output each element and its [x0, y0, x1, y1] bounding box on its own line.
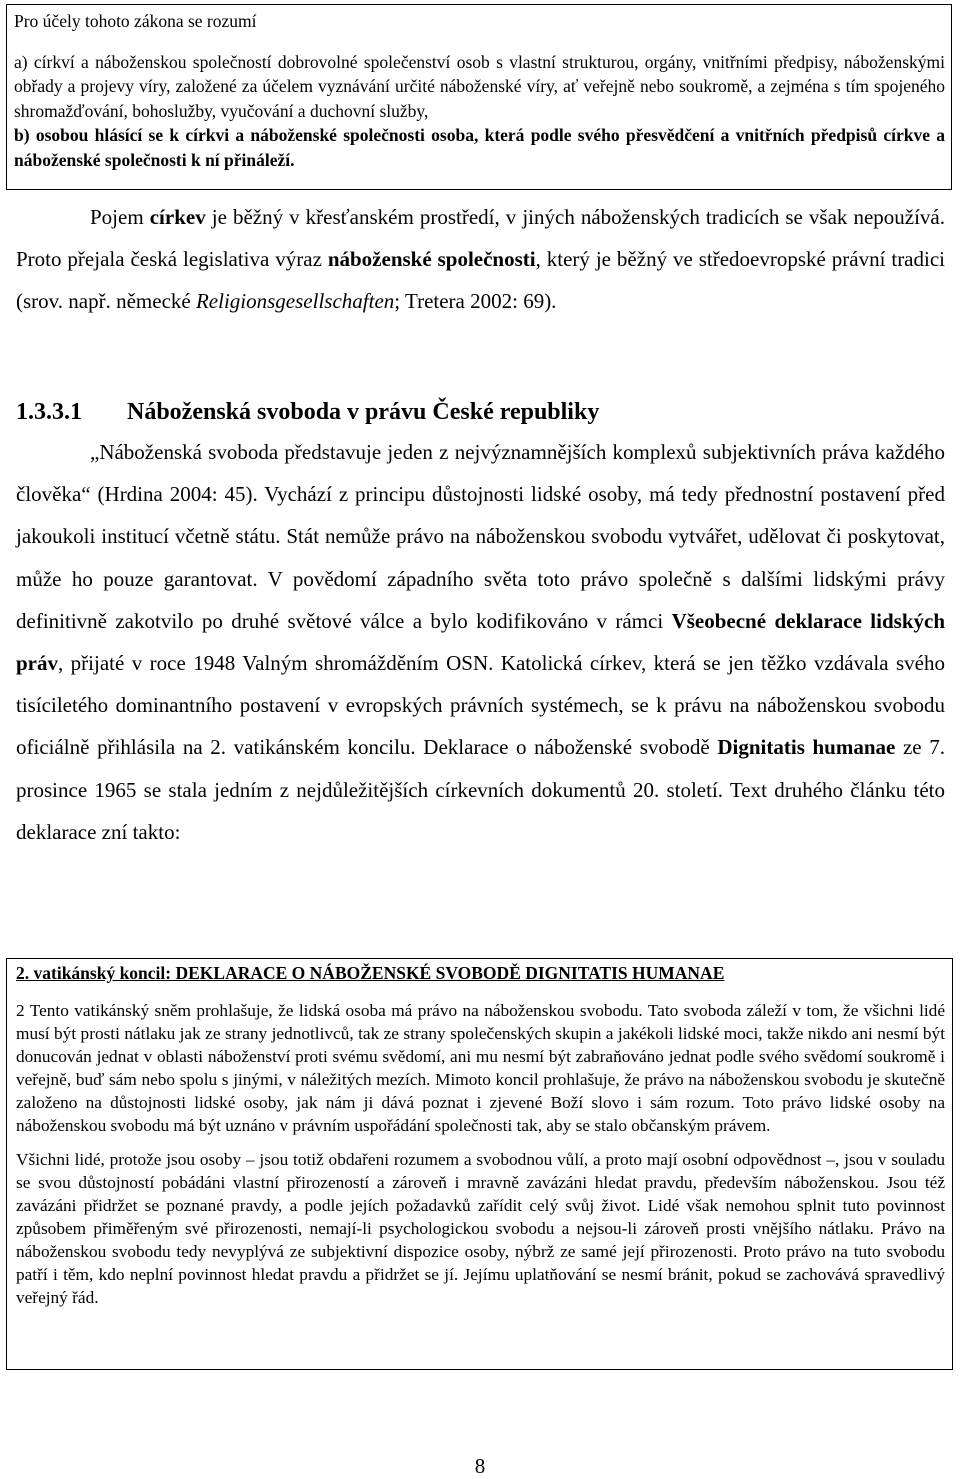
- term-religionsgesellschaften: Religionsgesellschaften: [195, 289, 395, 314]
- page-number: 8: [474, 1454, 486, 1478]
- term-vseobecna-deklarace: Všeobecné deklarace lidských práv: [16, 608, 946, 676]
- paragraph-church-term: Pojem církev je běžný v křesťanském prostředí, v jiných náboženských tradicích se však nepoužívá. Proto přejala česká legislativa výraz náboženské společnosti, který je běžný ve středoevropské právní tradici (srov. např. německé Religionsgesellschaften; Tretera 2002: 69).: [16, 205, 945, 314]
- declaration-paragraph-1: 2 Tento vatikánský sněm prohlašuje, že lidská osoba má právo na náboženskou svobodu. Tato svoboda záleží v tom, že všichni lidé musí být prosti nátlaku jak ze strany jednotlivců, tak ze strany společenských skupin a jakékoli lidské moci, takže nikdo ani nesmí být donucován jednat v oblasti náboženství proti svému svědomí, ani mu nesmí být zabraňováno jednat podle svého svědomí soukromě i veřejně, buď sám nebo spolu s jinými, v náležitých mezích. Mimoto koncil prohlašuje, že právo na náboženskou svobodu je skutečně založeno na důstojnosti lidské osoby, jak nám ji dává poznat i zjevené Boží slovo i sám rozum. Toto právo lidské osoby na náboženskou svobodu má být uznáno v právním uspořádání společnosti tak, aby se stalo občanským právem.: [16, 1001, 945, 1135]
- definitions-box: [6, 4, 952, 190]
- declaration-paragraph-2: Všichni lidé, protože jsou osoby – jsou totiž obdařeni rozumem a svobodnou vůlí, a proto mají osobní odpovědnost –, jsou v souladu se svou důstojností pobádáni vlastní přirozeností a zároveň i mravně zavázáni hledat pravdu, především náboženskou. Jsou též zavázáni přidržet se poznané pravdy, a podle jejích požadavků zařídit celý svůj život. Lidé však nemohou splnit tuto povinnost způsobem přiměřeným své přirozenosti, nemají-li psychologickou svobodu a nejsou-li zároveň prosti vnějšího nátlaku. Právo na náboženskou svobodu tedy nevyplývá ze subjektivní dispozice osoby, nýbrž ze samé její přirozenosti. Proto právo na tuto svobodu patří i těm, kdo neplní povinnost hledat pravdu a přidržet se jí. Jejímu uplatňování se nesmí bránit, pokud se zachovává spravedlivý veřejný řád.: [16, 1150, 945, 1307]
- declaration-title: 2. vatikánský koncil: DEKLARACE O NÁBOŽENSKÉ SVOBODĚ DIGNITATIS HUMANAE: [16, 963, 725, 983]
- section-title: Náboženská svoboda v právu České republiky: [127, 399, 600, 425]
- definition-item-a: a) církví a náboženskou společností dobrovolné společenství osob s vlastní strukturou, orgány, vnitřními předpisy, náboženskými obřady a projevy víry, založené za účelem vyznávání určité náboženské víry, ať veřejně nebo soukromě, a zejména s tím spojeného shromažďování, bohoslužby, vyučování a duchovní služby,: [14, 51, 945, 121]
- section-number: 1.3.3.1: [16, 399, 82, 425]
- paragraph-religious-freedom: „Náboženská svoboda představuje jeden z nejvýznamnějších komplexů subjektivních práva každého člověka“ (Hrdina 2004: 45). Vychází z principu důstojnosti lidské osoby, má tedy přednostní postavení před jakoukoli institucí včetně státu. Stát nemůže právo na náboženskou svobodu vytvářet, udělovat či poskytovat, může ho pouze garantovat. V povědomí západního světa toto právo společně s dalšími lidskými právy definitivně zakotvilo po druhé světové válce a bylo kodifikováno v rámci Všeobecné deklarace lidských práv, přijaté v roce 1948 Valným shromážděním OSN. Katolická církev, která se jen těžko vzdávala svého tisíciletého dominantního postavení v evropských právních systémech, se k právu na náboženskou svobodu oficiálně přihlásila na 2. vatikánském koncilu. Deklarace o náboženské svobodě Dignitatis humanae ze 7. prosince 1965 se stala jedním z nejdůležitějších církevních dokumentů 20. století. Text druhého článku této deklarace zní takto:: [16, 440, 946, 844]
- term-dignitatis-humanae: Dignitatis humanae: [717, 735, 896, 760]
- section-heading: [16, 391, 599, 433]
- definition-item-b: b) osobou hlásící se k církvi a náboženské společnosti osoba, která podle svého přesvědčení a vnitřních předpisů církve a náboženské společnosti k ní přináleží.: [14, 125, 945, 170]
- declaration-box: [6, 958, 953, 1370]
- term-cirkev: církev: [149, 205, 206, 229]
- definitions-intro: Pro účely tohoto zákona se rozumí: [14, 11, 257, 31]
- term-nabozenske-spolecnosti: náboženské společnosti: [327, 247, 536, 272]
